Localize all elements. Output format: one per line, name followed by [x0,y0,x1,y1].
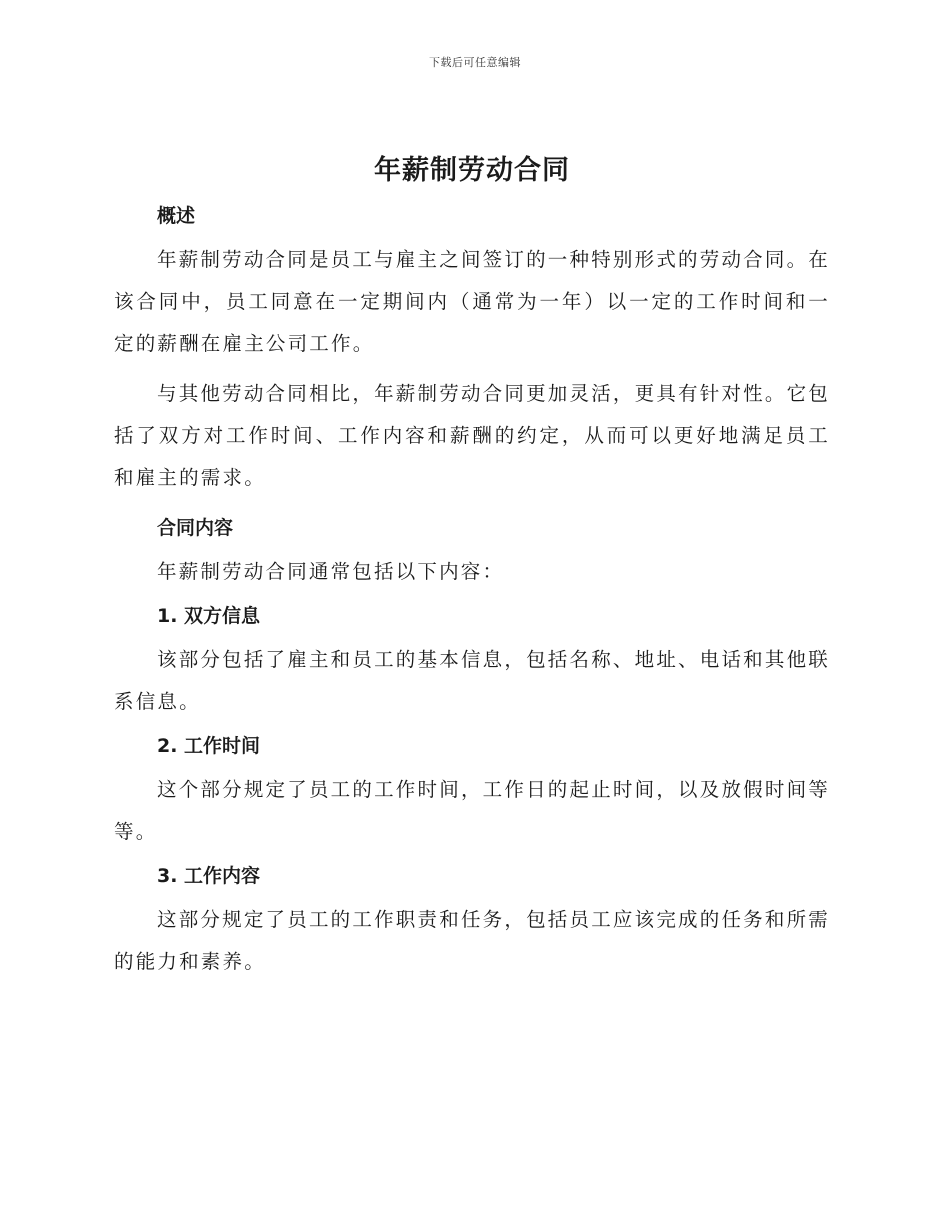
contract-content-intro: 年薪制劳动合同通常包括以下内容： [157,560,505,583]
item2-paragraph: 这个部分规定了员工的工作时间，工作日的起止时间，以及放假时间等等。 [114,778,830,843]
document-body [114,148,830,983]
item1-heading: 1. 双方信息 [157,605,261,627]
header-note: 下载后可任意编辑 [429,56,521,69]
overview-paragraph-1: 年薪制劳动合同是员工与雇主之间签订的一种特别形式的劳动合同。在该合同中，员工同意在一定期间内（通常为一年）以一定的工作时间和一定的薪酬在雇主公司工作。 [114,248,830,355]
overview-paragraph-2: 与其他劳动合同相比，年薪制劳动合同更加灵活，更具有针对性。它包括了双方对工作时间、工作内容和薪酬的约定，从而可以更好地满足员工和雇主的需求。 [114,382,830,489]
item1-paragraph: 该部分包括了雇主和员工的基本信息，包括名称、地址、电话和其他联系信息。 [114,648,830,713]
item2-heading: 2. 工作时间 [157,735,261,757]
item3-heading: 3. 工作内容 [157,865,261,887]
item3-paragraph: 这部分规定了员工的工作职责和任务，包括员工应该完成的任务和所需的能力和素养。 [114,908,830,973]
contract-content-heading: 合同内容 [157,517,234,539]
overview-heading: 概述 [157,205,196,227]
document-title: 年薪制劳动合同 [374,155,570,186]
